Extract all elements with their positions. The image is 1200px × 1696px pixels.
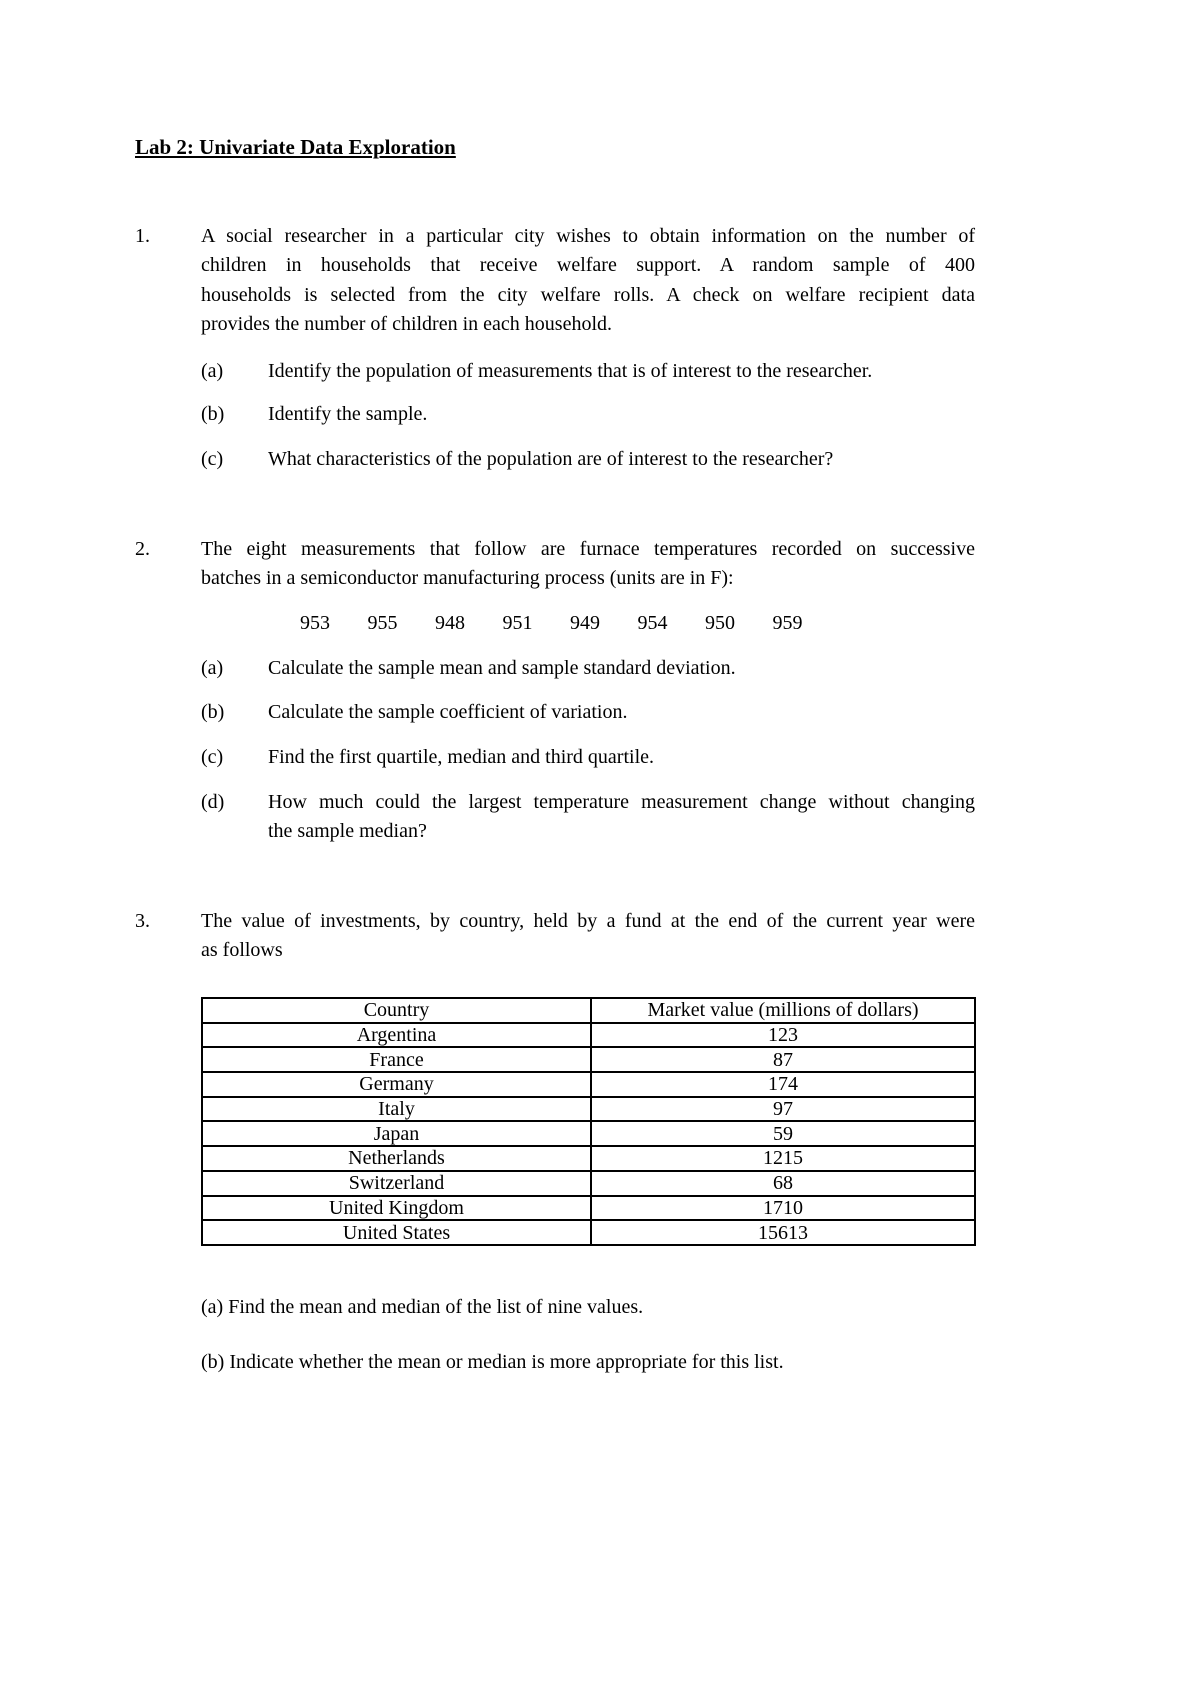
cell-market-value: 59 [591, 1121, 975, 1146]
question-text-line: batches in a semiconductor manufacturing process (units are in F): [201, 567, 734, 589]
table-row [202, 1171, 975, 1196]
cell-market-value: 87 [591, 1047, 975, 1072]
header-market-value: Market value (millions of dollars) [591, 998, 975, 1023]
question-text-line: provides the number of children in each household. [201, 313, 612, 335]
cell-market-value: 15613 [591, 1220, 975, 1245]
part-text: Identify the population of measurements that is of interest to the researcher. [268, 360, 873, 382]
cell-country: Switzerland [202, 1171, 591, 1196]
question-text-line: children in households that receive welfare support. A random sample of 400 [201, 254, 975, 276]
question-text-line: The value of investments, by country, held by a fund at the end of the current year were [201, 910, 975, 932]
value: 953 [300, 612, 330, 634]
question-text-line: as follows [201, 939, 283, 961]
part-label: (b) [201, 403, 225, 425]
table-header-row [202, 998, 975, 1023]
cell-market-value: 1215 [591, 1146, 975, 1171]
cell-market-value: 97 [591, 1097, 975, 1122]
part-text: Find the first quartile, median and third quartile. [268, 746, 655, 768]
part-label: (a) [201, 657, 224, 679]
cell-country: United Kingdom [202, 1196, 591, 1221]
cell-market-value: 1710 [591, 1196, 975, 1221]
header-country: Country [202, 998, 591, 1023]
part-text: the sample median? [268, 820, 427, 842]
part-text: Identify the sample. [268, 403, 428, 425]
value: 949 [570, 612, 600, 634]
value: 959 [772, 612, 803, 634]
question-number: 3. [135, 910, 150, 932]
part-label: (c) [201, 448, 224, 470]
part-text: (a) Find the mean and median of the list of nine values. [201, 1296, 644, 1318]
value: 954 [637, 612, 668, 634]
temperature-values [300, 612, 840, 635]
table-row [202, 1121, 975, 1146]
part-text: Calculate the sample coefficient of variation. [268, 701, 628, 723]
table-row [202, 1023, 975, 1048]
part-text: How much could the largest temperature measurement change without changing [268, 791, 975, 813]
cell-country: France [202, 1047, 591, 1072]
table-row [202, 1097, 975, 1122]
table-row [202, 1196, 975, 1221]
cell-market-value: 123 [591, 1023, 975, 1048]
question-number: 1. [135, 225, 150, 247]
table-row [202, 1047, 975, 1072]
cell-country: Netherlands [202, 1146, 591, 1171]
cell-country: Argentina [202, 1023, 591, 1048]
table-row [202, 1072, 975, 1097]
cell-market-value: 68 [591, 1171, 975, 1196]
value: 948 [435, 612, 465, 634]
cell-country: Japan [202, 1121, 591, 1146]
part-label: (c) [201, 746, 224, 768]
part-text: (b) Indicate whether the mean or median is more appropriate for this list. [201, 1351, 784, 1373]
investments-table [201, 997, 976, 1246]
part-label: (b) [201, 701, 225, 723]
part-text: What characteristics of the population are of interest to the researcher? [268, 448, 834, 470]
question-text-line: The eight measurements that follow are furnace temperatures recorded on successive [201, 538, 975, 560]
page-title: Lab 2: Univariate Data Exploration [135, 135, 456, 159]
cell-country: Germany [202, 1072, 591, 1097]
question-text-line: households is selected from the city welfare rolls. A check on welfare recipient data [201, 284, 975, 306]
part-label: (a) [201, 360, 224, 382]
value: 955 [367, 612, 398, 634]
table-row [202, 1220, 975, 1245]
value: 951 [502, 612, 533, 634]
cell-country: United States [202, 1220, 591, 1245]
question-number: 2. [135, 538, 150, 560]
table-row [202, 1146, 975, 1171]
part-text: Calculate the sample mean and sample standard deviation. [268, 657, 736, 679]
part-label: (d) [201, 791, 225, 813]
question-text-line: A social researcher in a particular city wishes to obtain information on the number of [201, 225, 975, 247]
cell-market-value: 174 [591, 1072, 975, 1097]
value: 950 [705, 612, 735, 634]
cell-country: Italy [202, 1097, 591, 1122]
